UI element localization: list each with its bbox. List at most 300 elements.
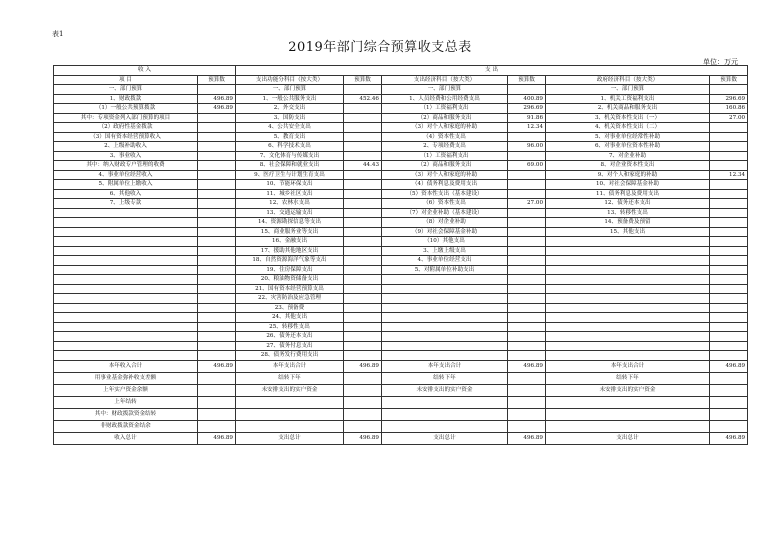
income-budget-cell — [198, 313, 236, 323]
income-budget-cell — [198, 227, 236, 237]
table-row — [54, 218, 748, 228]
econ-item-cell: （2）商品和服务支出 — [382, 113, 508, 123]
page-title: 2019年部门综合预算收支总表 — [288, 40, 472, 55]
func-budget-cell — [344, 420, 382, 432]
func-item-cell: 23、预备费 — [236, 303, 344, 313]
econ-budget-cell — [508, 284, 546, 294]
func-budget-cell: 452.46 — [344, 94, 382, 104]
income-item-cell: 本年收入合计 — [54, 360, 198, 372]
func-budget-cell: 496.89 — [344, 360, 382, 372]
econ-budget-cell — [508, 351, 546, 361]
econ-budget-cell — [508, 294, 546, 304]
func-budget-cell — [344, 142, 382, 152]
income-budget-cell — [198, 208, 236, 218]
gov-budget-cell — [710, 341, 748, 351]
econ-item-cell: 1、人员经费和公用经费支出 — [382, 94, 508, 104]
func-item-cell: 5、教育支出 — [236, 132, 344, 142]
func-budget-cell — [344, 341, 382, 351]
gov-item-cell: 14、预备费及预留 — [546, 218, 710, 228]
econ-budget-cell — [508, 151, 546, 161]
func-budget-cell — [344, 246, 382, 256]
header-row-columns — [54, 75, 748, 85]
gov-item-cell — [546, 256, 710, 266]
income-budget-cell — [198, 408, 236, 420]
total-row — [54, 408, 748, 420]
income-budget-cell — [198, 113, 236, 123]
col-budget-header: 预算数 — [508, 75, 546, 85]
total-row — [54, 372, 748, 384]
income-item-cell: 其中：财政拨款资金结转 — [54, 408, 198, 420]
income-item-cell: 用事业基金弥补收支差额 — [54, 372, 198, 384]
income-item-cell — [54, 284, 198, 294]
unit-label: 单位：万元 — [703, 58, 738, 66]
func-item-cell: 7、文化体育与传媒支出 — [236, 151, 344, 161]
gov-item-cell: 13、转移性支出 — [546, 208, 710, 218]
income-budget-cell — [198, 180, 236, 190]
econ-item-cell: 4、事业单位经营支出 — [382, 256, 508, 266]
econ-budget-cell — [508, 372, 546, 384]
func-budget-cell: 44.43 — [344, 161, 382, 171]
gov-budget-cell — [710, 303, 748, 313]
income-budget-cell — [198, 265, 236, 275]
func-item-cell: 1、一般公共服务支出 — [236, 94, 344, 104]
func-budget-cell — [344, 132, 382, 142]
table-row — [54, 284, 748, 294]
income-budget-cell — [198, 246, 236, 256]
econ-item-cell: （7）对企业补助（基本建设） — [382, 208, 508, 218]
gov-budget-cell — [710, 208, 748, 218]
table-number-label: 表1 — [52, 30, 64, 38]
gov-item-cell — [546, 246, 710, 256]
income-item-cell: 上年实户资金余额 — [54, 384, 198, 396]
gov-budget-cell — [710, 384, 748, 396]
func-item-cell: 22、灾害防治及应急管理 — [236, 294, 344, 304]
func-budget-cell — [344, 123, 382, 133]
econ-item-cell — [382, 396, 508, 408]
gov-budget-cell — [710, 420, 748, 432]
func-budget-cell — [344, 284, 382, 294]
table-row — [54, 180, 748, 190]
income-budget-cell — [198, 332, 236, 342]
func-budget-cell — [344, 208, 382, 218]
table-row — [54, 94, 748, 104]
income-item-cell — [54, 351, 198, 361]
gov-budget-cell: 496.89 — [710, 432, 748, 444]
table-row — [54, 332, 748, 342]
table-row — [54, 275, 748, 285]
econ-budget-cell — [508, 132, 546, 142]
econ-budget-cell — [508, 332, 546, 342]
econ-budget-cell: 12.34 — [508, 123, 546, 133]
income-item-cell: 4、事业单位经营收入 — [54, 170, 198, 180]
func-budget-cell — [344, 396, 382, 408]
income-budget-cell — [198, 322, 236, 332]
total-row — [54, 384, 748, 396]
col-budget-header: 预算数 — [710, 75, 748, 85]
econ-item-cell: 一、部门预算 — [382, 85, 508, 95]
gov-item-cell: 5、对事业单位经常性补助 — [546, 132, 710, 142]
income-item-cell: 非财政拨款资金结余 — [54, 420, 198, 432]
func-item-cell: 结转下年 — [236, 372, 344, 384]
econ-budget-cell — [508, 408, 546, 420]
gov-item-cell: 4、机关资本性支出（二） — [546, 123, 710, 133]
gov-budget-cell: 12.34 — [710, 170, 748, 180]
econ-item-cell — [382, 420, 508, 432]
func-item-cell: 未安排支出的实户资金 — [236, 384, 344, 396]
income-budget-cell — [198, 85, 236, 95]
econ-budget-cell: 69.00 — [508, 161, 546, 171]
gov-item-cell — [546, 420, 710, 432]
func-budget-cell — [344, 151, 382, 161]
income-item-cell: 收入总计 — [54, 432, 198, 444]
table-row — [54, 104, 748, 114]
func-item-cell — [236, 420, 344, 432]
table-row — [54, 151, 748, 161]
gov-budget-cell — [710, 408, 748, 420]
gov-budget-cell — [710, 85, 748, 95]
func-budget-cell — [344, 104, 382, 114]
income-budget-cell — [198, 396, 236, 408]
table-row — [54, 142, 748, 152]
econ-budget-cell — [508, 85, 546, 95]
gov-item-cell: 2、机关商品和服务支出 — [546, 104, 710, 114]
gov-item-cell — [546, 332, 710, 342]
income-item-cell — [54, 313, 198, 323]
func-budget-cell — [344, 275, 382, 285]
gov-budget-cell — [710, 237, 748, 247]
table-row — [54, 227, 748, 237]
gov-item-cell: 一、部门预算 — [546, 85, 710, 95]
econ-budget-cell — [508, 227, 546, 237]
gov-item-cell: 15、其他支出 — [546, 227, 710, 237]
income-item-cell — [54, 303, 198, 313]
econ-item-cell: （1）工资福利支出 — [382, 151, 508, 161]
func-budget-cell — [344, 294, 382, 304]
income-item-cell — [54, 218, 198, 228]
gov-budget-cell: 160.86 — [710, 104, 748, 114]
gov-item-cell: 10、对社会保障基金补助 — [546, 180, 710, 190]
income-budget-cell — [198, 142, 236, 152]
gov-item-cell — [546, 341, 710, 351]
income-budget-cell — [198, 420, 236, 432]
func-item-cell: 16、金融支出 — [236, 237, 344, 247]
econ-item-cell: （3）对个人和家庭的补助 — [382, 123, 508, 133]
table-row — [54, 161, 748, 171]
func-budget-cell — [344, 408, 382, 420]
gov-item-cell — [546, 351, 710, 361]
gov-budget-cell — [710, 151, 748, 161]
econ-item-cell — [382, 351, 508, 361]
econ-budget-cell: 400.89 — [508, 94, 546, 104]
econ-budget-cell: 91.86 — [508, 113, 546, 123]
table-row — [54, 294, 748, 304]
income-budget-cell — [198, 372, 236, 384]
gov-item-cell — [546, 284, 710, 294]
income-item-cell — [54, 332, 198, 342]
gov-budget-cell — [710, 199, 748, 209]
income-item-cell — [54, 237, 198, 247]
gov-item-cell — [546, 313, 710, 323]
table-row — [54, 132, 748, 142]
income-item-cell — [54, 322, 198, 332]
income-budget-cell — [198, 189, 236, 199]
gov-item-cell — [546, 265, 710, 275]
func-budget-cell — [344, 218, 382, 228]
gov-budget-cell — [710, 284, 748, 294]
econ-item-cell: （4）债务利息及费用支出 — [382, 180, 508, 190]
econ-item-cell: （9）对社会保障基金补助 — [382, 227, 508, 237]
gov-item-cell — [546, 322, 710, 332]
income-item-cell — [54, 208, 198, 218]
income-item-cell — [54, 227, 198, 237]
income-budget-cell — [198, 199, 236, 209]
gov-budget-cell — [710, 396, 748, 408]
func-budget-cell — [344, 85, 382, 95]
func-item-cell: 本年支出合计 — [236, 360, 344, 372]
econ-item-cell: 支出总计 — [382, 432, 508, 444]
func-budget-cell: 496.89 — [344, 432, 382, 444]
econ-item-cell: （6）资本性支出 — [382, 199, 508, 209]
income-budget-cell — [198, 351, 236, 361]
func-item-cell — [236, 396, 344, 408]
func-item-cell: 28、债务发行费用支出 — [236, 351, 344, 361]
econ-item-cell: （8）对企业补助 — [382, 218, 508, 228]
gov-item-cell: 结转下年 — [546, 372, 710, 384]
econ-budget-cell — [508, 189, 546, 199]
income-item-cell — [54, 265, 198, 275]
total-row — [54, 420, 748, 432]
func-budget-cell — [344, 303, 382, 313]
gov-item-cell: 本年支出合计 — [546, 360, 710, 372]
income-budget-cell: 496.89 — [198, 432, 236, 444]
econ-item-cell: （1）工资福利支出 — [382, 104, 508, 114]
income-budget-cell: 496.89 — [198, 104, 236, 114]
col-econ-header: 支出经济科目（按大类） — [382, 75, 508, 85]
econ-budget-cell — [508, 384, 546, 396]
econ-budget-cell — [508, 237, 546, 247]
econ-item-cell: （3）对个人和家庭的补助 — [382, 170, 508, 180]
table-row — [54, 303, 748, 313]
income-budget-cell — [198, 384, 236, 396]
econ-item-cell: （2）商品和服务支出 — [382, 161, 508, 171]
econ-item-cell — [382, 322, 508, 332]
income-item-cell — [54, 256, 198, 266]
gov-budget-cell — [710, 246, 748, 256]
income-budget-cell — [198, 303, 236, 313]
econ-budget-cell — [508, 275, 546, 285]
gov-item-cell — [546, 408, 710, 420]
gov-budget-cell — [710, 265, 748, 275]
gov-item-cell: 未安排支出的实户资金 — [546, 384, 710, 396]
econ-item-cell: （10）其他支出 — [382, 237, 508, 247]
func-budget-cell — [344, 265, 382, 275]
gov-budget-cell — [710, 142, 748, 152]
income-budget-cell — [198, 275, 236, 285]
income-item-cell: （3）国有资本经营预算收入 — [54, 132, 198, 142]
econ-budget-cell — [508, 341, 546, 351]
func-budget-cell — [344, 180, 382, 190]
econ-budget-cell — [508, 313, 546, 323]
gov-item-cell: 1、机关工资福利支出 — [546, 94, 710, 104]
gov-item-cell — [546, 294, 710, 304]
econ-budget-cell — [508, 322, 546, 332]
income-budget-cell — [198, 294, 236, 304]
income-budget-cell — [198, 341, 236, 351]
econ-item-cell: （5）资本性支出（基本建设） — [382, 189, 508, 199]
func-budget-cell — [344, 170, 382, 180]
func-item-cell: 13、交通运输支出 — [236, 208, 344, 218]
total-row — [54, 432, 748, 444]
func-budget-cell — [344, 384, 382, 396]
func-item-cell: 15、商业服务业等支出 — [236, 227, 344, 237]
income-item-cell: 其中：纳入财政专户管理的收费 — [54, 161, 198, 171]
econ-budget-cell: 296.69 — [508, 104, 546, 114]
gov-budget-cell — [710, 372, 748, 384]
table-row — [54, 85, 748, 95]
income-item-cell — [54, 294, 198, 304]
gov-item-cell — [546, 237, 710, 247]
econ-item-cell — [382, 408, 508, 420]
func-item-cell: 11、城乡社区支出 — [236, 189, 344, 199]
table-row — [54, 322, 748, 332]
col-budget-header: 预算数 — [198, 75, 236, 85]
table-row — [54, 237, 748, 247]
econ-budget-cell — [508, 208, 546, 218]
gov-item-cell: 8、对企业资本性支出 — [546, 161, 710, 171]
func-budget-cell — [344, 313, 382, 323]
econ-budget-cell: 27.00 — [508, 199, 546, 209]
income-item-cell — [54, 246, 198, 256]
func-budget-cell — [344, 189, 382, 199]
table-row — [54, 189, 748, 199]
table-row — [54, 246, 748, 256]
income-budget-cell — [198, 123, 236, 133]
econ-budget-cell — [508, 420, 546, 432]
income-item-cell: 其中：专项资金列入部门预算的项目 — [54, 113, 198, 123]
gov-budget-cell — [710, 227, 748, 237]
table-row — [54, 313, 748, 323]
table-row — [54, 170, 748, 180]
func-item-cell: 12、农林水支出 — [236, 199, 344, 209]
income-budget-cell: 496.89 — [198, 94, 236, 104]
gov-item-cell — [546, 303, 710, 313]
gov-item-cell: 9、对个人和家庭的补助 — [546, 170, 710, 180]
func-budget-cell — [344, 199, 382, 209]
func-item-cell: 21、国有资本经营预算支出 — [236, 284, 344, 294]
budget-summary-table — [53, 65, 748, 445]
func-budget-cell — [344, 113, 382, 123]
func-item-cell: 2、外交支出 — [236, 104, 344, 114]
income-budget-cell — [198, 132, 236, 142]
func-item-cell: 14、资源勘探信息等支出 — [236, 218, 344, 228]
table-row — [54, 256, 748, 266]
econ-item-cell — [382, 275, 508, 285]
income-budget-cell — [198, 218, 236, 228]
income-item-cell: 5、附属单位上缴收入 — [54, 180, 198, 190]
income-budget-cell — [198, 170, 236, 180]
func-item-cell: 一、部门预算 — [236, 85, 344, 95]
gov-budget-cell: 27.00 — [710, 113, 748, 123]
econ-budget-cell — [508, 303, 546, 313]
income-budget-cell — [198, 284, 236, 294]
econ-item-cell: 5、对附属单位补助支出 — [382, 265, 508, 275]
income-item-cell — [54, 275, 198, 285]
econ-budget-cell — [508, 256, 546, 266]
econ-item-cell — [382, 294, 508, 304]
func-item-cell: 26、债务还本支出 — [236, 332, 344, 342]
income-item-cell: 6、其他收入 — [54, 189, 198, 199]
income-budget-cell — [198, 151, 236, 161]
econ-item-cell — [382, 332, 508, 342]
table-row — [54, 123, 748, 133]
gov-budget-cell: 496.89 — [710, 360, 748, 372]
econ-item-cell — [382, 341, 508, 351]
col-item-header: 项 目 — [54, 75, 198, 85]
expense-header: 支 出 — [236, 66, 748, 76]
func-budget-cell — [344, 237, 382, 247]
income-item-cell: 7、上级专款 — [54, 199, 198, 209]
income-item-cell: 1、财政拨款 — [54, 94, 198, 104]
func-item-cell: 10、节能环保支出 — [236, 180, 344, 190]
func-item-cell: 17、援助其他地区支出 — [236, 246, 344, 256]
table-row — [54, 265, 748, 275]
table-totals — [54, 360, 748, 444]
income-budget-cell — [198, 161, 236, 171]
func-item-cell: 27、债务付息支出 — [236, 341, 344, 351]
econ-item-cell: 本年支出合计 — [382, 360, 508, 372]
income-item-cell: （1）一般公共预算拨款 — [54, 104, 198, 114]
econ-item-cell — [382, 284, 508, 294]
gov-budget-cell — [710, 132, 748, 142]
econ-budget-cell — [508, 246, 546, 256]
table-row — [54, 341, 748, 351]
func-item-cell: 3、国防支出 — [236, 113, 344, 123]
gov-budget-cell — [710, 351, 748, 361]
econ-item-cell — [382, 313, 508, 323]
econ-item-cell — [382, 303, 508, 313]
gov-budget-cell — [710, 275, 748, 285]
gov-budget-cell — [710, 313, 748, 323]
gov-budget-cell — [710, 189, 748, 199]
econ-budget-cell — [508, 180, 546, 190]
func-item-cell: 24、其他支出 — [236, 313, 344, 323]
income-item-cell: 上年结转 — [54, 396, 198, 408]
econ-budget-cell — [508, 265, 546, 275]
gov-budget-cell — [710, 322, 748, 332]
col-func-header: 支出功能分科目（按大类） — [236, 75, 344, 85]
func-budget-cell — [344, 256, 382, 266]
gov-item-cell: 7、对企业补助 — [546, 151, 710, 161]
func-item-cell: 25、转移性支出 — [236, 322, 344, 332]
func-item-cell: 18、自然资源海洋气象等支出 — [236, 256, 344, 266]
col-budget-header: 预算数 — [344, 75, 382, 85]
econ-item-cell: 未安排支出的实户资金 — [382, 384, 508, 396]
func-item-cell — [236, 408, 344, 420]
func-budget-cell — [344, 227, 382, 237]
func-budget-cell — [344, 351, 382, 361]
income-budget-cell: 496.89 — [198, 360, 236, 372]
income-item-cell: 2、上级补助收入 — [54, 142, 198, 152]
total-row — [54, 360, 748, 372]
econ-budget-cell — [508, 396, 546, 408]
gov-item-cell — [546, 396, 710, 408]
gov-budget-cell — [710, 180, 748, 190]
gov-budget-cell — [710, 332, 748, 342]
gov-item-cell: 11、债务利息及费用支出 — [546, 189, 710, 199]
gov-budget-cell — [710, 256, 748, 266]
func-item-cell: 4、公共安全支出 — [236, 123, 344, 133]
income-header: 收 入 — [54, 66, 236, 76]
